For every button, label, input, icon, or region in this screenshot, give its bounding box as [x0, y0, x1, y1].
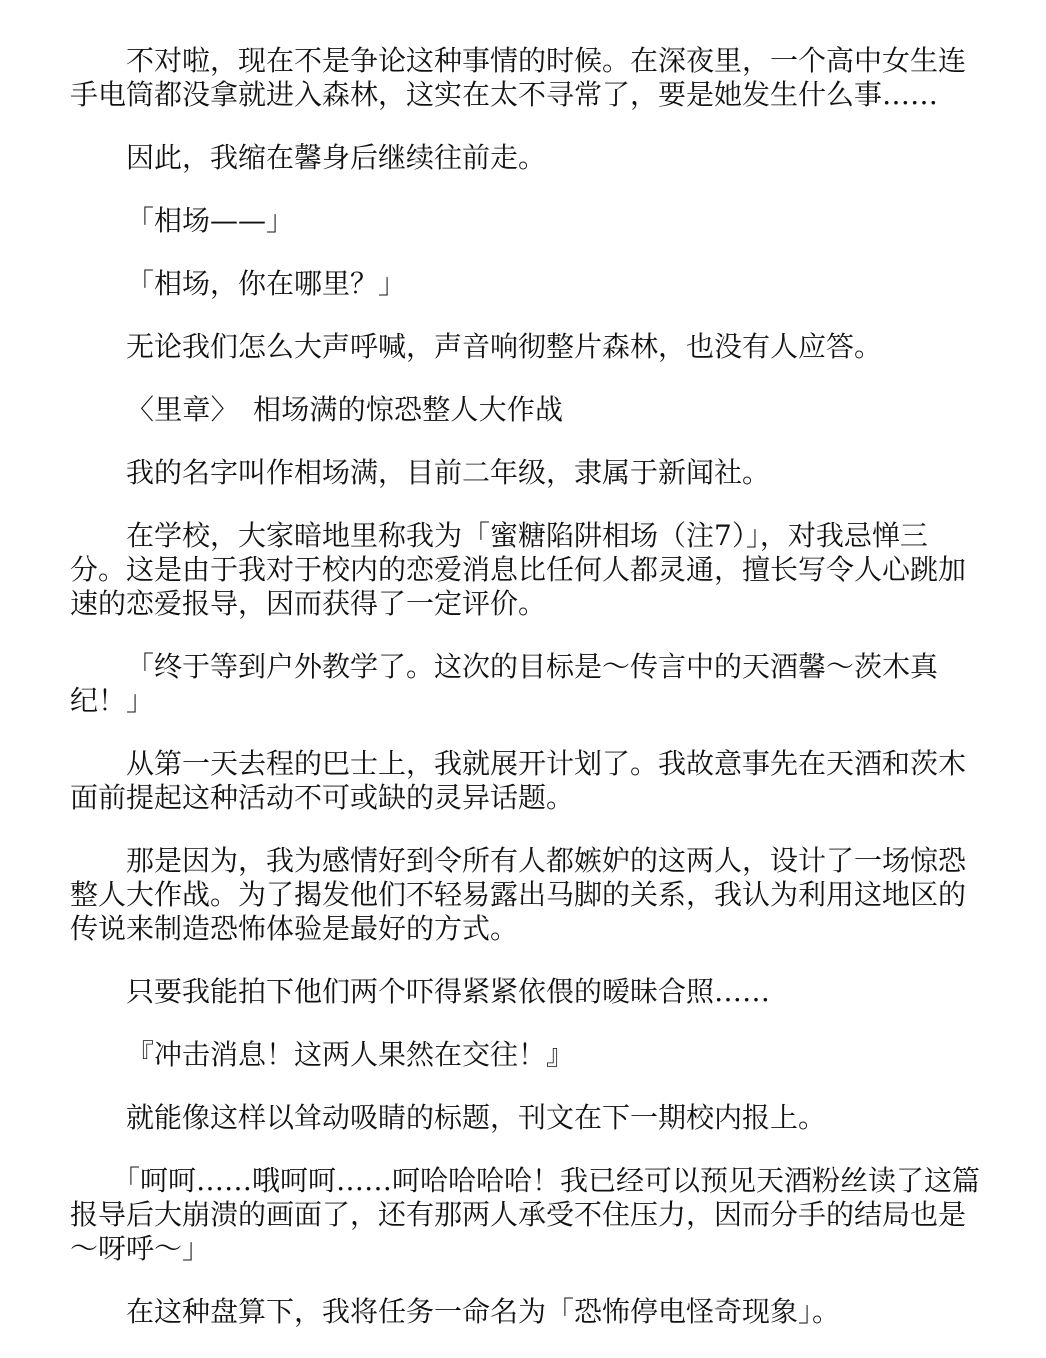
chapter-heading: 〈里章〉 相场满的惊恐整人大作战 [126, 393, 564, 426]
paragraph: 那是因为，我为感情好到令所有人都嫉妒的这两人，设计了一场惊恐整人大作战。为了揭发他们不轻易露出马脚的关系，我认为利用这地区的传说来制造恐怖体验是最好的方式。 [70, 844, 967, 945]
paragraph: 无论我们怎么大声呼喊，声音响彻整片森林，也没有人应答。 [126, 330, 883, 363]
paragraph: 在学校，大家暗地里称我为「蜜糖陷阱相场（注7）」，对我忌惮三分。这是由于我对于校内的恋爱消息比任何人都灵通，擅长写令人心跳加速的恋爱报导，因而获得了一定评价。 [70, 519, 967, 620]
dialogue-paragraph: 「终于等到户外教学了。这次的目标是～传言中的天酒馨～茨木真纪！」 [70, 650, 939, 717]
paragraph: 因此，我缩在馨身后继续往前走。 [126, 141, 547, 174]
paragraph: 只要我能拍下他们两个吓得紧紧依偎的暧昧合照…… [126, 975, 771, 1008]
paragraph: 不对啦，现在不是争论这种事情的时候。在深夜里，一个高中女生连手电筒都没拿就进入森林，这实在太不寻常了，要是她发生什么事…… [70, 44, 967, 111]
dialogue-paragraph: 「相场——」 [126, 204, 295, 237]
paragraph: 从第一天去程的巴士上，我就展开计划了。我故意事先在天酒和茨木面前提起这种活动不可或缺的灵异话题。 [70, 747, 967, 814]
paragraph: 我的名字叫作相场满，目前二年级，隶属于新闻社。 [126, 456, 771, 489]
paragraph: 在这种盘算下，我将任务一命名为「恐怖停电怪奇现象」。 [126, 1295, 841, 1328]
body-text [70, 44, 980, 1358]
dialogue-paragraph: 「相场，你在哪里？」 [126, 267, 407, 300]
paragraph: 就能像这样以耸动吸睛的标题，刊文在下一期校内报上。 [126, 1101, 827, 1134]
dialogue-paragraph: 「呵呵……哦呵呵……呵哈哈哈哈！我已经可以预见天酒粉丝读了这篇报导后大崩溃的画面了，还有那两人承受不住压力，因而分手的结局也是～呀呼～」 [70, 1164, 981, 1265]
headline-paragraph: 『冲击消息！这两人果然在交往！』 [126, 1038, 575, 1071]
